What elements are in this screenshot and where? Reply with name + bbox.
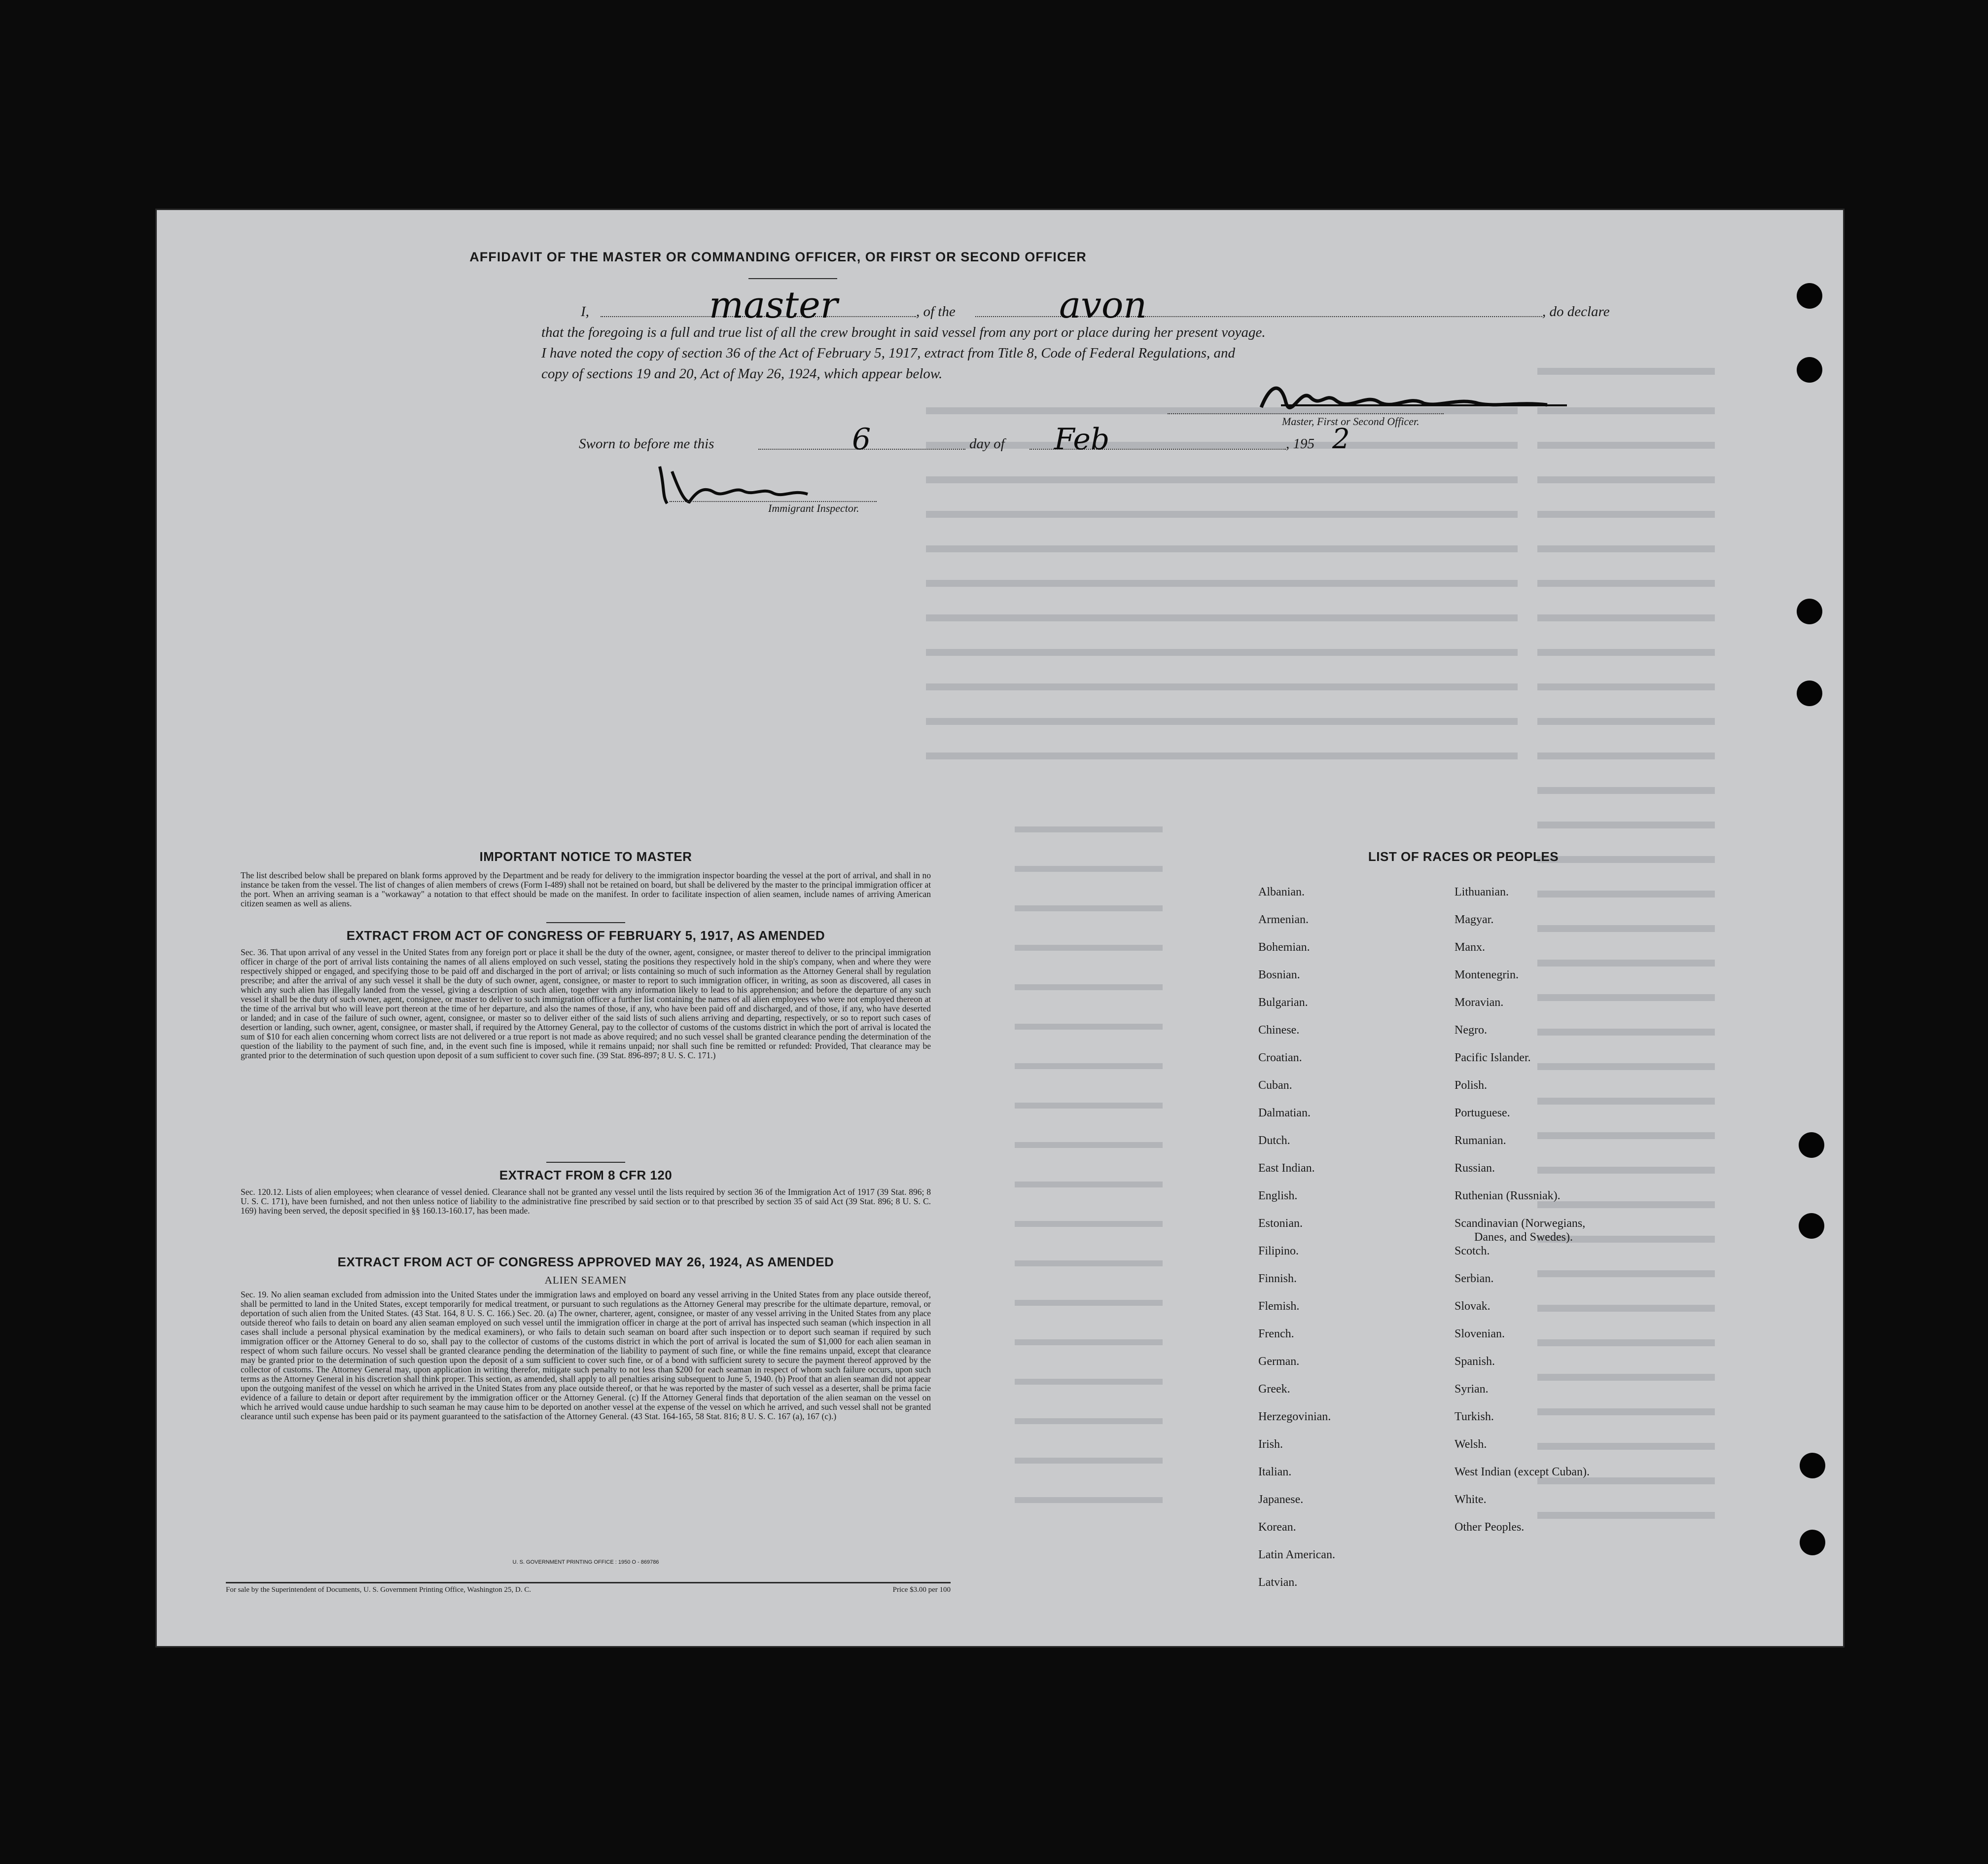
race-item: Dutch. — [1258, 1134, 1290, 1147]
race-item: Moravian. — [1455, 996, 1504, 1009]
footer-rule — [226, 1582, 951, 1583]
affidavit-title: AFFIDAVIT OF THE MASTER OR COMMANDING OFFICER, OR FIRST OR SECOND OFFICER — [469, 250, 1087, 264]
race-item: East Indian. — [1258, 1162, 1315, 1175]
race-item: Magyar. — [1455, 913, 1494, 926]
race-item: White. — [1455, 1493, 1487, 1506]
race-item: Armenian. — [1258, 913, 1309, 926]
sworn-month-handwritten: Feb — [1054, 422, 1110, 457]
notice-body: The list described below shall be prepared on blank forms approved by the Department and be ready for delivery to the immigration inspector boarding the vessel at the port of arrival, and shall in no instance be taken from the vessel. The list of changes of alien members of crews (Form I-489) shall not be retained on board, but shall be delivered by the master to the principal immigration officer at the port. When an arriving seaman is a "workaway" a notation to that effect should be made on the manifest. In order to facilitate inspection of alien seamen, include names of arriving American citizen seamen as well as aliens. — [241, 870, 931, 908]
extract-cfr-body: Sec. 120.12. Lists of alien employees; when clearance of vessel denied. Clearance shall not be granted any vessel until the lists required by section 36 of the Immigration Act of 1917 (39 Stat. 896; 8 U. S. C. 171), have been furnished, and not then unless notice of liability to the administrative fine prescribed by said section or to that prescribed by section 35 of said Act (39 Stat. 896; 8 U. S. C. 169) having been served, the deposit specified in §§ 160.13-160.17, has been made. — [241, 1187, 931, 1216]
price-note: Price $3.00 per 100 — [892, 1586, 951, 1594]
race-item: Cuban. — [1258, 1079, 1292, 1092]
race-item: German. — [1258, 1355, 1300, 1368]
race-item: Scandinavian (Norwegians, — [1455, 1217, 1586, 1230]
race-item: Irish. — [1258, 1438, 1283, 1451]
race-item: Estonian. — [1258, 1217, 1303, 1230]
sale-note: For sale by the Superintendent of Documents, U. S. Government Printing Office, Washington 25, D. C. — [226, 1586, 531, 1594]
section-rule — [546, 1162, 625, 1163]
race-item: Spanish. — [1455, 1355, 1495, 1368]
race-item: West Indian (except Cuban). — [1455, 1466, 1590, 1478]
punch-hole — [1797, 357, 1822, 383]
race-item: Dalmatian. — [1258, 1107, 1311, 1119]
race-item: Syrian. — [1455, 1383, 1489, 1396]
race-item: Rumanian. — [1455, 1134, 1506, 1147]
race-item: Herzegovinian. — [1258, 1410, 1331, 1423]
race-item: Finnish. — [1258, 1272, 1297, 1285]
punch-hole — [1797, 681, 1822, 706]
punch-hole — [1797, 599, 1822, 624]
race-item: Pacific Islander. — [1455, 1051, 1531, 1064]
race-item: Negro. — [1455, 1024, 1487, 1037]
extract-1917-title: EXTRACT FROM ACT OF CONGRESS OF FEBRUARY 5, 1917, AS AMENDED — [346, 928, 825, 943]
punch-hole — [1800, 1530, 1825, 1555]
title-rule — [748, 278, 837, 279]
of-the-text: , of the — [916, 304, 956, 320]
section-rule — [546, 922, 625, 923]
race-item: Croatian. — [1258, 1051, 1302, 1064]
race-item: Filipino. — [1258, 1245, 1299, 1257]
race-item: English. — [1258, 1189, 1298, 1202]
declaration-line-3: I have noted the copy of section 36 of the Act of February 5, 1917, extract from Title 8, Code of Federal Regulations, and — [541, 345, 1236, 361]
race-item: Danes, and Swedes). — [1474, 1231, 1573, 1244]
master-caption: Master, First or Second Officer. — [1282, 415, 1420, 428]
race-item: Latvian. — [1258, 1576, 1298, 1589]
sworn-year-handwritten: 2 — [1332, 423, 1350, 455]
do-declare-text: , do declare — [1542, 304, 1610, 320]
declaration-line-2: that the foregoing is a full and true list of all the crew brought in said vessel from any port or place during her present voyage. — [541, 324, 1266, 340]
race-item: Latin American. — [1258, 1548, 1335, 1561]
sworn-year-prefix: , 195 — [1286, 436, 1314, 452]
master-signature-line — [1168, 413, 1444, 414]
race-item: Manx. — [1455, 941, 1485, 954]
extract-cfr-title: EXTRACT FROM 8 CFR 120 — [499, 1168, 673, 1183]
race-item: Bohemian. — [1258, 941, 1310, 954]
extract-1924-title: EXTRACT FROM ACT OF CONGRESS APPROVED MAY 26, 1924, AS AMENDED — [337, 1255, 834, 1269]
race-item: Portuguese. — [1455, 1107, 1510, 1119]
race-item: French. — [1258, 1327, 1294, 1340]
notice-title: IMPORTANT NOTICE TO MASTER — [479, 849, 692, 864]
inspector-caption: Immigrant Inspector. — [768, 502, 859, 514]
vessel-name-handwritten: avon — [1059, 284, 1147, 326]
declaration-line-4: copy of sections 19 and 20, Act of May 26, 1924, which appear below. — [541, 366, 943, 382]
race-item: Russian. — [1455, 1162, 1495, 1175]
race-item: Albanian. — [1258, 886, 1305, 898]
race-item: Lithuanian. — [1455, 886, 1509, 898]
punch-hole — [1800, 1453, 1825, 1478]
race-item: Montenegrin. — [1455, 968, 1519, 981]
declaration-i: I, — [581, 304, 589, 320]
race-item: Serbian. — [1455, 1272, 1494, 1285]
race-item: Turkish. — [1455, 1410, 1494, 1423]
race-item: Welsh. — [1455, 1438, 1487, 1451]
officer-name-handwritten: master — [709, 284, 838, 326]
race-item: Slovenian. — [1455, 1327, 1505, 1340]
sworn-prefix: Sworn to before me this — [579, 436, 714, 452]
races-title: LIST OF RACES OR PEOPLES — [1368, 849, 1559, 864]
extract-1924-subtitle: ALIEN SEAMEN — [544, 1274, 627, 1286]
race-item: Slovak. — [1455, 1300, 1491, 1313]
race-item: Scotch. — [1455, 1245, 1490, 1257]
race-item: Other Peoples. — [1455, 1521, 1525, 1534]
gpo-imprint: U. S. GOVERNMENT PRINTING OFFICE : 1950 O - 869786 — [512, 1559, 659, 1565]
punch-hole — [1799, 1132, 1824, 1158]
race-item: Ruthenian (Russniak). — [1455, 1189, 1561, 1202]
race-item: Flemish. — [1258, 1300, 1300, 1313]
punch-hole — [1799, 1213, 1824, 1239]
sworn-day-handwritten: 6 — [852, 422, 871, 457]
race-item: Bulgarian. — [1258, 996, 1308, 1009]
race-item: Polish. — [1455, 1079, 1488, 1092]
day-of-text: day of — [969, 436, 1005, 452]
race-item: Italian. — [1258, 1466, 1292, 1478]
race-item: Greek. — [1258, 1383, 1290, 1396]
race-item: Chinese. — [1258, 1024, 1300, 1037]
extract-1917-body: Sec. 36. That upon arrival of any vessel in the United States from any foreign port or place it shall be the duty of the owner, agent, consignee, or master thereof to deliver to the principal immigration officer in charge of the port of arrival lists containing the names of all aliens employed on such vessel, stating the positions they respectively hold in the ship's company, when and where they were respectively shipped or engaged, and specifying those to be paid off and discharged in the port of arrival; or lists containing so much of such information as the Attorney General shall by regulation prescribe; and after the arrival of any such vessel it shall be the duty of such owner, agent, consignee, or master to report to such immigration officer, in writing, as soon as discovered, all cases in which any such alien has illegally landed from the vessel, giving a description of such alien, together with any information likely to lead to his apprehension; and before the departure of any such vessel it shall be the duty of such owner, agent, consignee, or master to deliver to such immigration officer a further list containing the names of all alien employees who were not employed thereon at the time of the arrival but who will leave port thereon at the time of her departure, and also the names of those, if any, who have been paid off and discharged, and of those, if any, who have deserted or landed; and in case of the failure of such owner, agent, consignee, or master so to deliver either of the said lists of such aliens arriving and departing, respectively, or so to report such cases of desertion or landing, such owner, agent, consignee, or master shall, if required by the Attorney General, pay to the collector of customs of the customs district in which the port of arrival is located the sum of $10 for each alien concerning whom correct lists are not delivered or a true report is not made as above required; and no such vessel shall be granted clearance pending the determination of the question of the liability to the payment of such fine, and, in the event such fine is imposed, while it remains unpaid; nor shall such fine be remitted or refunded: Provided, That clearance may be granted prior to the determination of such question upon deposit of a sum sufficient to cover such fine. (39 Stat. 896-897; 8 U. S. C. 171.) — [241, 947, 931, 1060]
extract-1924-body: Sec. 19. No alien seaman excluded from admission into the United States under the immigration laws and employed on board any vessel arriving in the United States from any place outside thereof, shall be permitted to land in the United States, except temporarily for medical treatment, or pursuant to such regulations as the Attorney General may prescribe for the ultimate departure, removal, or deportation of such alien from the United States. (43 Stat. 164, 8 U. S. C. 166.) Sec. 20. (a) The owner, charterer, agent, consignee, or master of any vessel arriving in the United States from any place outside thereof who fails to detain on board any alien seaman employed on such vessel until the immigration officer in charge at the port of arrival has inspected such seaman (which inspection in all cases shall include a personal physical examination by the medical examiners), or who fails to detain such seaman on board after such inspection or to deport such seaman if required by such immigration officer or the Attorney General to do so, shall pay to the collector of customs of the customs district in which the port of arrival is located the sum of $1,000 for each alien seaman in respect of whom such failure occurs. No vessel shall be granted clearance pending the determination of the liability to payment of such fine, or while the fine remains unpaid, except that clearance may be granted prior to the determination of such question upon the deposit of a sum sufficient to cover such fine, or of a bond with sufficient surety to secure the payment thereof approved by the collector of customs. The Attorney General may, upon application in writing therefor, mitigate such penalty to not less than $200 for each seaman in respect of whom such failure occurs, upon such terms as the Attorney General in his discretion shall think proper. This section, as amended, shall apply to all penalties arising subsequent to June 5, 1940. (b) Proof that an alien seaman did not appear upon the outgoing manifest of the vessel on which he arrived in the United States from any place outside thereof, or that he was reported by the master of such vessel as a deserter, shall be prima facie evidence of a failure to detain or deport after requirement by the immigration officer or the Attorney General. (c) If the Attorney General finds that deportation of the alien seaman on the vessel on which he arrived would cause undue hardship to such seaman he may cause him to be deported on another vessel at the expense of the vessel on which he arrived, and such vessel shall not be granted clearance until such expense has been paid or its payment guaranteed to the satisfaction of the Attorney General. (43 Stat. 164-165, 58 Stat. 816; 8 U. S. C. 167 (a), 167 (c).) — [241, 1290, 931, 1421]
race-item: Bosnian. — [1258, 968, 1300, 981]
affidavit-page — [157, 210, 1843, 1646]
race-item: Japanese. — [1258, 1493, 1304, 1506]
race-item: Korean. — [1258, 1521, 1296, 1534]
punch-hole — [1797, 283, 1822, 309]
